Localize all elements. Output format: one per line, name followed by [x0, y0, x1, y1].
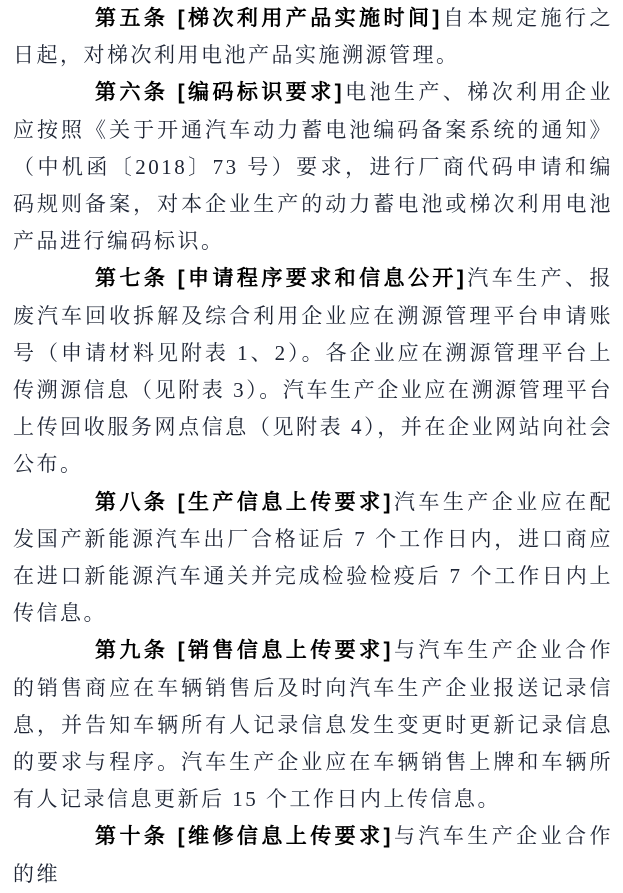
article-9-body: 与汽车生产企业合作的销售商应在车辆销售后及时向汽车生产企业报送记录信息，并告知车辆所有人记录信息发生变更时更新记录信息的要求与程序。汽车生产企业应在车辆销售上牌和车辆所有人记录信息更新后 15 个工作日内上传信息。	[13, 638, 614, 812]
article-8-heading: 第八条 [生产信息上传要求]	[95, 490, 394, 514]
article-9-paragraph	[13, 632, 613, 818]
article-6-heading: 第六条 [编码标识要求]	[95, 81, 345, 105]
article-6-body: 电池生产、梯次利用企业应按照《关于开通汽车动力蓄电池编码备案系统的通知》（中机函〔2018〕73 号）要求，进行厂商代码申请和编码规则备案，对本企业生产的动力蓄电池或梯次利用电池产品进行编码标识。	[13, 80, 613, 254]
article-9-heading: 第九条 [销售信息上传要求]	[95, 639, 394, 663]
article-8-paragraph	[13, 484, 613, 633]
article-5-body: 自本规定施行之日起，对梯次利用电池产品实施溯源管理。	[13, 6, 613, 68]
article-10-heading: 第十条 [维修信息上传要求]	[95, 825, 394, 849]
article-7-paragraph	[13, 260, 613, 483]
article-8-body: 汽车生产企业应在配发国产新能源汽车出厂合格证后 7 个工作日内，进口商应在进口新能源汽车通关并完成检验检疫后 7 个工作日内上传信息。	[13, 489, 614, 626]
article-7-body: 汽车生产、报废汽车回收拆解及综合利用企业应在溯源管理平台申请账号（申请材料见附表 1、2）。各企业应在溯源管理平台上传溯源信息（见附表 3）。汽车生产企业应在溯源管理平台上传回收服务网点信息（见附表 4），并在企业网站向社会公布。	[13, 266, 613, 477]
article-10-body: 与汽车生产企业合作的维	[13, 824, 614, 886]
article-5-paragraph	[13, 0, 613, 74]
article-5-heading: 第五条 [梯次利用产品实施时间]	[95, 7, 442, 30]
article-6-paragraph	[13, 74, 613, 260]
article-7-heading: 第七条 [申请程序要求和信息公开]	[95, 267, 467, 291]
article-10-paragraph	[13, 818, 613, 892]
